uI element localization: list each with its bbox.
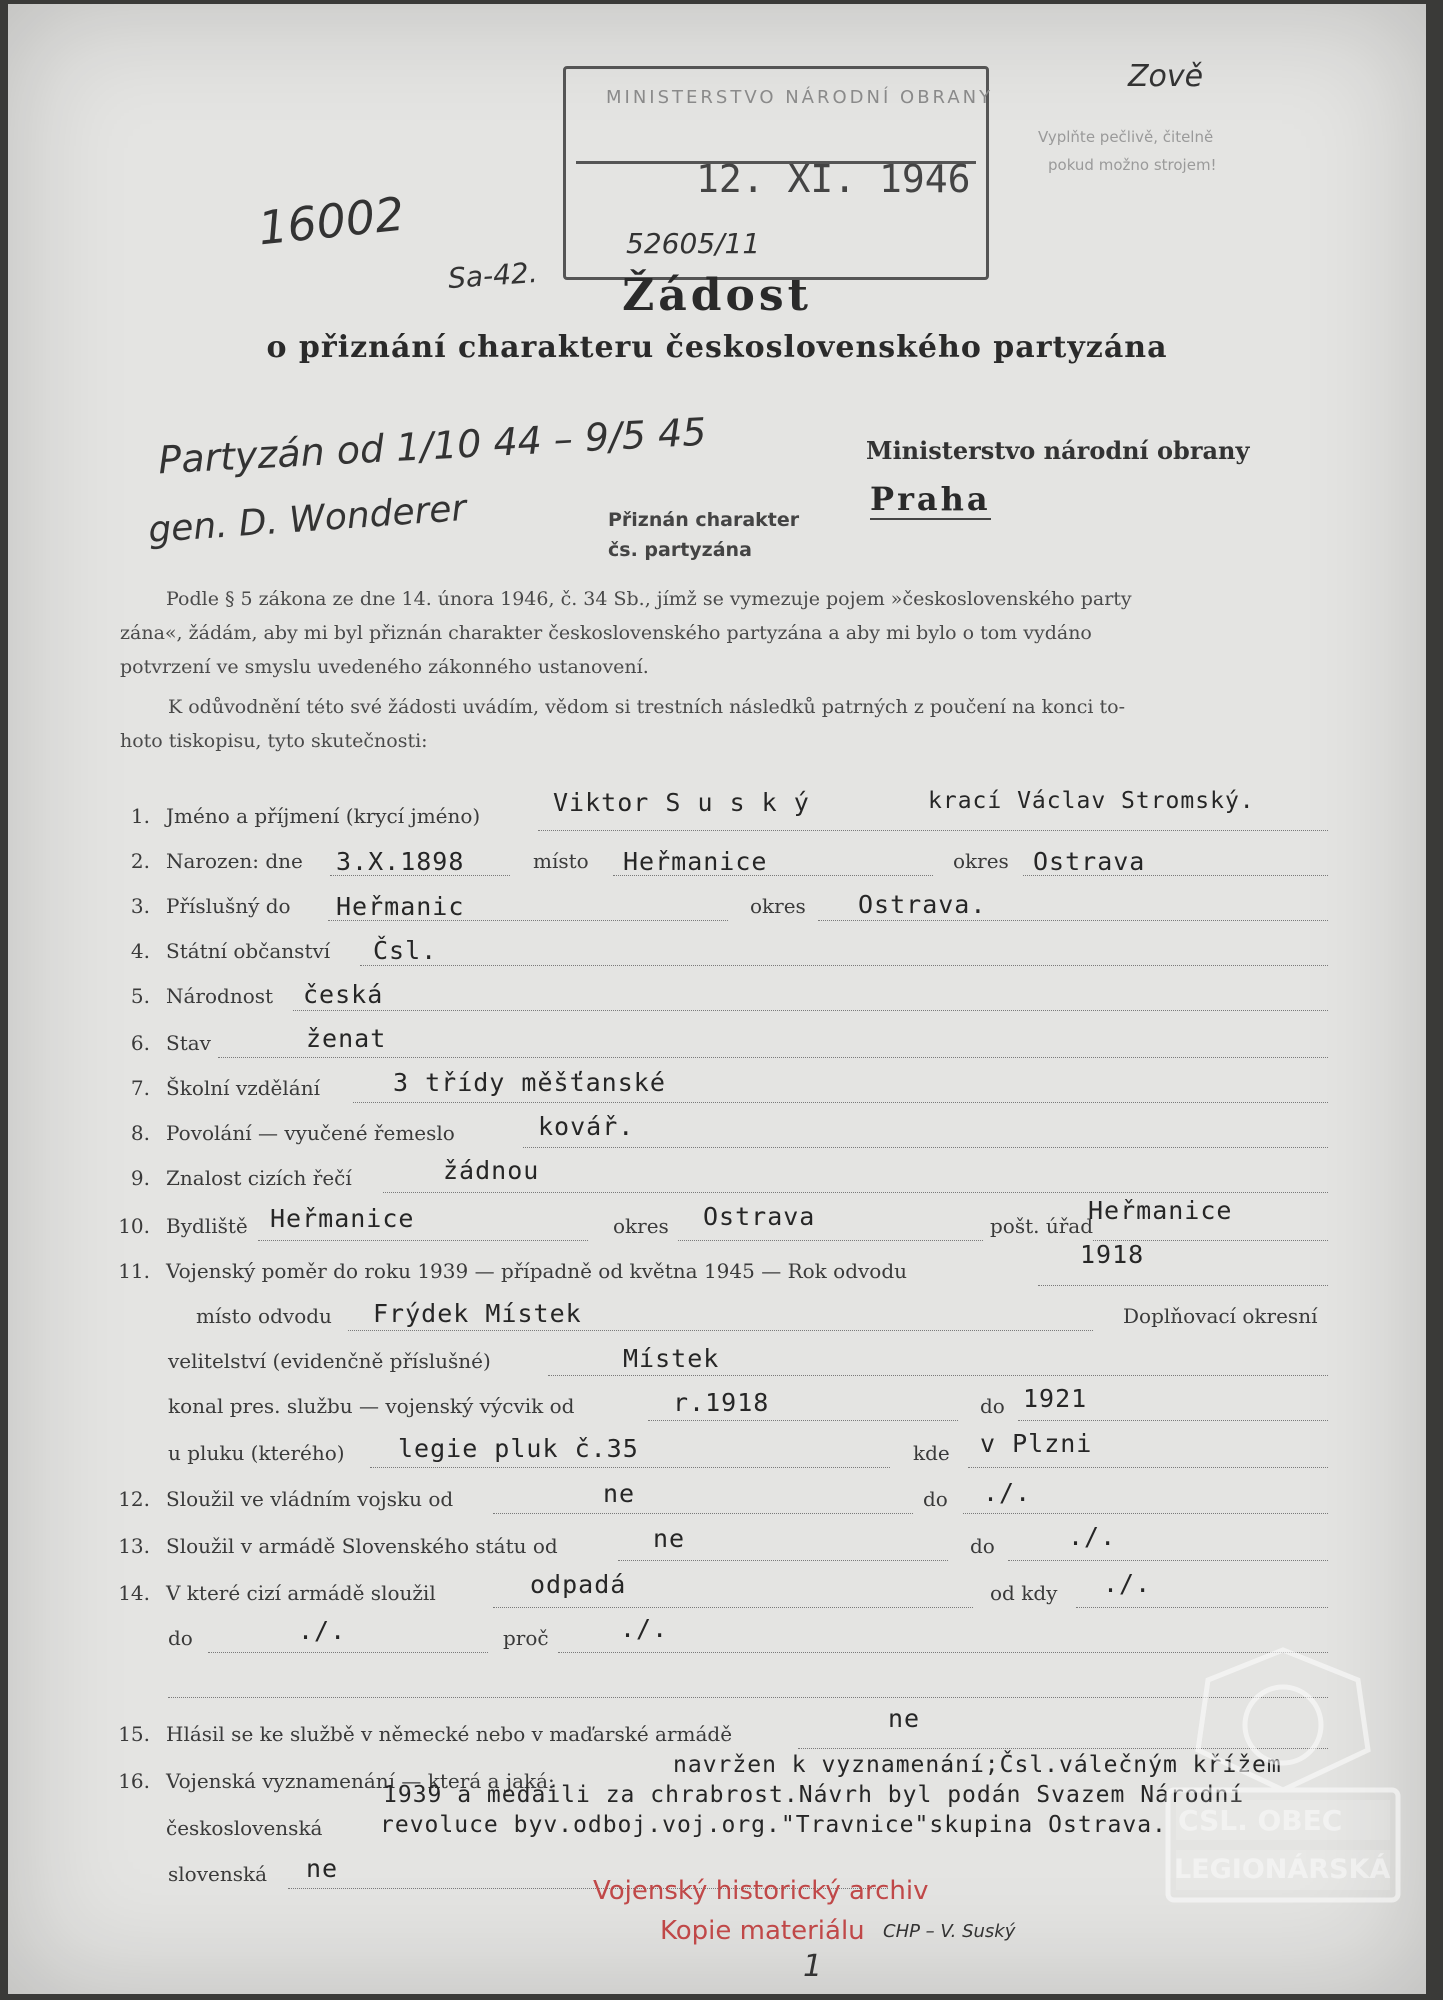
row-7-number: 7. xyxy=(130,1076,150,1100)
row-16c-value: revoluce byv.odboj.voj.org."Travnice"skupina Ostrava. xyxy=(380,1812,1167,1838)
row-14b-why: ./. xyxy=(620,1614,669,1643)
row-11c-value: Místek xyxy=(623,1344,720,1373)
intro-line-4: K odůvodnění této své žádosti uvádím, vědom si trestních následků patrných z poučení na konci to- xyxy=(168,696,1126,718)
row-8-label: Povolání — vyučené řemeslo xyxy=(166,1121,455,1145)
row-9-number: 9. xyxy=(130,1166,150,1190)
row-14-number: 14. xyxy=(118,1581,150,1605)
stamp-number: 52605/11 xyxy=(626,227,761,260)
row-14b-label: do xyxy=(168,1626,193,1650)
row-11d-from: r.1918 xyxy=(673,1388,770,1417)
handwritten-signature: gen. D. Wonderer xyxy=(146,487,468,552)
row-14b-to: ./. xyxy=(298,1616,347,1645)
archive-stamp-line-1: Vojenský historický archiv xyxy=(593,1876,929,1906)
legion-logo-watermark xyxy=(1148,1640,1418,1960)
row-15-label: Hlásil se ke službě v německé nebo v maďarské armádě xyxy=(166,1722,733,1746)
row-12-number: 12. xyxy=(118,1487,150,1511)
row-13-label-to: do xyxy=(970,1534,995,1558)
row-1-cover-name: krací Václav Stromský. xyxy=(928,788,1255,814)
row-3-value: Heřmanic xyxy=(336,892,465,921)
row-12-label: Sloužil ve vládním vojsku od xyxy=(166,1487,454,1511)
row-1-name: Viktor S u s k ý xyxy=(553,788,810,817)
row-11b-label: místo odvodu xyxy=(196,1304,332,1328)
row-11d-label: konal pres. službu — vojenský výcvik od xyxy=(168,1394,575,1418)
row-10-label-district: okres xyxy=(613,1214,669,1238)
row-13-number: 13. xyxy=(118,1534,150,1558)
row-14-label-since: od kdy xyxy=(990,1581,1058,1605)
intro-line-3: potvrzení ve smyslu uvedeného zákonného ustanovení. xyxy=(120,656,649,678)
row-11b-place: Frýdek Místek xyxy=(373,1299,582,1328)
row-3-number: 3. xyxy=(130,894,150,918)
row-12-to: ./. xyxy=(983,1478,1032,1507)
addressee-city: Praha xyxy=(870,480,991,518)
intro-line-1: Podle § 5 zákona ze dne 14. února 1946, č. 34 Sb., jímž se vymezuje pojem »československého party xyxy=(166,588,1132,610)
instruction-line-1: Vyplňte pečlivě, čitelně xyxy=(1038,128,1214,146)
row-14-since: ./. xyxy=(1103,1569,1152,1598)
intro-line-5: hoto tiskopisu, tyto skutečnosti: xyxy=(120,730,428,752)
addressee-ministry: Ministerstvo národní obrany xyxy=(866,436,1250,465)
instruction-line-2: pokud možno strojem! xyxy=(1048,156,1217,174)
stamp-top-text: MINISTERSTVO NÁRODNÍ OBRANY xyxy=(606,87,994,108)
row-11b-label-district: Doplňovací okresní xyxy=(1123,1304,1318,1328)
row-16-label: Vojenská vyznamenání — která a jaká: xyxy=(166,1769,555,1793)
row-6-value: ženat xyxy=(306,1024,387,1053)
row-5-label: Národnost xyxy=(166,984,274,1008)
row-1-number: 1. xyxy=(130,804,150,828)
row-11-label: Vojenský poměr do roku 1939 — případně od května 1945 — Rok odvodu xyxy=(166,1259,908,1283)
row-3-label-district: okres xyxy=(750,894,806,918)
row-6-label: Stav xyxy=(166,1031,211,1055)
row-13-to: ./. xyxy=(1068,1522,1117,1551)
row-11e-label: u pluku (kterého) xyxy=(168,1441,345,1465)
handwritten-top-right: Zově xyxy=(1128,59,1204,94)
stamp-date: 12. XI. 1946 xyxy=(696,157,971,201)
row-10-post-office: Heřmanice xyxy=(1088,1196,1233,1225)
row-2-label-district: okres xyxy=(953,849,1009,873)
handwritten-footer-note: CHP – V. Suský xyxy=(883,1921,1016,1942)
row-16-number: 16. xyxy=(118,1769,150,1793)
row-15-value: ne xyxy=(888,1704,921,1733)
logo-text-2: LEGIONÁRSKÁ xyxy=(1174,1854,1391,1885)
row-14-army: odpadá xyxy=(530,1570,627,1599)
row-11c-label: velitelství (evidenčně příslušné) xyxy=(168,1349,491,1373)
row-4-value: Čsl. xyxy=(373,936,438,965)
row-7-label: Školní vzdělání xyxy=(166,1076,320,1100)
document-title: Žádost xyxy=(622,270,812,321)
row-11-conscription-year: 1918 xyxy=(1080,1240,1145,1269)
document-subtitle: o přiznání charakteru československého partyzána xyxy=(266,330,1168,365)
row-11d-label-to: do xyxy=(980,1394,1005,1418)
intro-line-2: zána«, žádám, aby mi byl přiznán charakter československého partyzána a aby mi bylo o tom vydáno xyxy=(120,622,1092,644)
document-page xyxy=(8,4,1426,1994)
row-4-label: Státní občanství xyxy=(166,939,331,963)
row-13-label: Sloužil v armádě Slovenského státu od xyxy=(166,1534,558,1558)
row-8-value: kovář. xyxy=(538,1112,635,1141)
row-11e-location: v Plzni xyxy=(980,1429,1093,1458)
row-10-district: Ostrava xyxy=(703,1202,816,1231)
row-5-value: česká xyxy=(303,980,384,1009)
row-11e-label-where: kde xyxy=(913,1441,950,1465)
row-16-decorations-cont: 1939 a medaili za chrabrost.Návrh byl podán Svazem Národní xyxy=(383,1782,1245,1808)
row-10-label: Bydliště xyxy=(166,1214,248,1238)
row-2-place: Heřmanice xyxy=(623,847,768,876)
row-16c-label: československá xyxy=(166,1816,323,1840)
row-16-decorations: navržen k vyznamenání;Čsl.válečným křížem xyxy=(673,1752,1282,1778)
row-8-number: 8. xyxy=(130,1121,150,1145)
row-15-number: 15. xyxy=(118,1722,150,1746)
row-9-label: Znalost cizích řečí xyxy=(166,1166,352,1190)
handwritten-partisan-period: Partyzán od 1/10 44 – 9/5 45 xyxy=(157,409,708,483)
row-3-label: Příslušný do xyxy=(166,894,291,918)
logo-text-1: CSL. OBEC xyxy=(1178,1804,1343,1837)
registry-stamp xyxy=(563,66,994,280)
row-9-value: žádnou xyxy=(443,1156,540,1185)
row-11-number: 11. xyxy=(118,1259,150,1283)
row-1-label: Jméno a příjmení (krycí jméno) xyxy=(166,804,481,828)
row-2-number: 2. xyxy=(130,849,150,873)
row-10-label-post: pošt. úřad xyxy=(990,1214,1094,1238)
row-10-number: 10. xyxy=(118,1214,150,1238)
row-10-residence: Heřmanice xyxy=(270,1204,415,1233)
row-14b-label-why: proč xyxy=(503,1626,549,1650)
row-12-from: ne xyxy=(603,1479,636,1508)
handwritten-file-number: 16002 xyxy=(255,186,407,256)
row-16d-label: slovenská xyxy=(168,1862,268,1886)
row-12-label-to: do xyxy=(923,1487,948,1511)
row-11e-regiment: legie pluk č.35 xyxy=(398,1434,639,1463)
handwritten-reference: Sa-42. xyxy=(446,255,539,296)
row-14-label: V které cizí armádě sloužil xyxy=(166,1581,436,1605)
row-5-number: 5. xyxy=(130,984,150,1008)
row-2-date: 3.X.1898 xyxy=(336,847,465,876)
row-4-number: 4. xyxy=(130,939,150,963)
handwritten-page-mark: 1 xyxy=(803,1949,823,1984)
stamp-character-granted-2: čs. partyzána xyxy=(608,539,752,561)
row-11d-to: 1921 xyxy=(1023,1384,1088,1413)
archive-stamp-line-2: Kopie materiálu xyxy=(660,1916,865,1946)
row-6-number: 6. xyxy=(130,1031,150,1055)
row-2-district: Ostrava xyxy=(1033,847,1146,876)
row-13-from: ne xyxy=(653,1524,686,1553)
stamp-character-granted-1: Přiznán charakter xyxy=(608,509,800,531)
row-16d-value: ne xyxy=(306,1854,339,1883)
row-2-label-place: místo xyxy=(533,849,589,873)
row-2-label: Narozen: dne xyxy=(166,849,303,873)
row-3-district: Ostrava. xyxy=(858,890,987,919)
row-7-value: 3 třídy měšťanské xyxy=(393,1068,666,1097)
